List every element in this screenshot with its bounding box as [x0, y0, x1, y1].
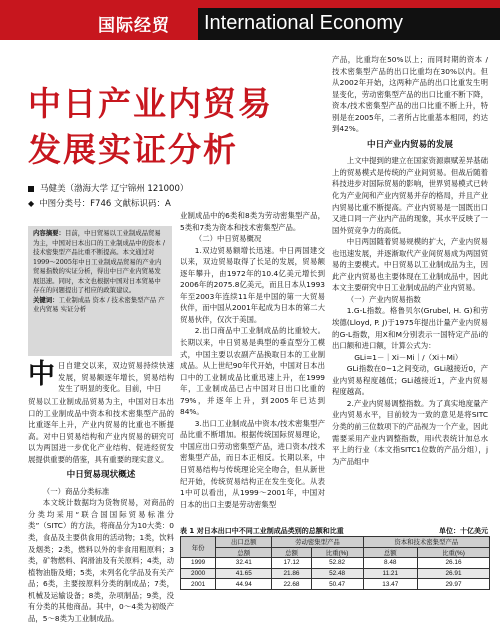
paragraph-gl-range: GLi指数在0~1之间变动，GLi越接近0，产业内贸易程度越低；GLi越接近1，产业内贸易程度越高。	[332, 364, 488, 397]
header-capital: 资本和技术密集型产品	[363, 537, 489, 548]
cell-year: 1999	[181, 558, 216, 569]
section-heading-2: 中日产业内贸易的发展	[367, 139, 453, 150]
article-title-line1: 中日产业内贸易	[28, 84, 273, 123]
article-title-line2: 发展实证分析	[28, 130, 238, 169]
cell-capital-amount: 11.21	[363, 568, 417, 579]
section-title-en: International Economy	[204, 12, 404, 34]
column-3	[332, 54, 488, 467]
paragraph-development: 中日两国随着贸易规模的扩大，产业内贸易也迅速发展，并逐渐取代产业间贸易成为两国贸易的主要模式。中日贸易以工业制成品为主，因此产业内贸易也主要体现在工业制成品中，因此本文主要研究中日工业制成品的产业内贸易。	[332, 237, 488, 293]
formula: GLi=1－｜Xi－Mi｜/（Xi＋Mi）	[354, 352, 463, 362]
classification-text: 中图分类号：F746 文献标识码：A	[39, 199, 171, 209]
paragraph-classification: 本文统计数据均为货物贸易，对商品的分类均采用“联合国国际贸易标准分类”（SITC）的方法，将商品分为10大类：0类，食品及主要供食用的活动物；1类，饮料及烟类；2类，燃料以外的非食用粗原料；3类，矿物燃料、润滑油及有关原料；4类，动植物油脂及蜡；5类，未列名化学品及有关产品；6类，主要按原料分类的制成品；7类，机械及运输设备；8类，杂项制品；9类，没有分类的其他商品。其中，0～4类为初级产品，5～8类为工业制成品。	[28, 498, 174, 623]
cell-labor-share: 52.48	[311, 568, 363, 579]
header-year: 年份	[181, 537, 216, 558]
paragraph-continue: 业制成品中的6类和8类为劳动密集型产品，5类和7类为资本和技术密集型产品。	[180, 211, 325, 232]
cell-labor-share: 52.82	[311, 558, 363, 569]
cell-labor-amount: 17.12	[272, 558, 311, 569]
column-1	[28, 396, 174, 624]
cell-total: 41.65	[216, 568, 272, 579]
paragraph-intra-industry: 上文中提到的建立在国家资源禀赋差异基础上的贸易模式是传统的产业间贸易。但战后随着科技进步对国际贸易的影响，世界贸易模式已转化为产业间和产业内贸易并存的格局，并且产业内贸易比重不断提高。产业内贸易是一国既出口又进口同一产业内产品的现象，其水平反映了一国外贸竞争力的高低。	[332, 156, 488, 235]
cell-capital-amount: 13.47	[363, 579, 417, 590]
header-labor: 劳动密集型产品	[272, 537, 363, 548]
table-caption: 表 1 对日本出口中不同工业制成品类别的总额和比重	[180, 527, 344, 535]
keywords-text: 工业制成品 资本 / 技术密集型产品 产业内贸易 实证分析	[33, 295, 165, 313]
drop-cap: 中	[28, 359, 55, 390]
table-row	[181, 568, 490, 579]
cell-labor-amount: 22.68	[272, 579, 311, 590]
paragraph-share: 产品，比重均在50%以上；而同时期的资本 / 技术密集型产品的出口比重均在30%以内。但从2002年开始，这两种产品的出口比重发生明显变化，劳动密集型产品的出口比重不断下降，资本/技术密集型产品的出口比重不断上升，特别是在2005年，二者所占比重基本相同，约达到42%。	[332, 55, 488, 134]
cell-total: 44.94	[216, 579, 272, 590]
cell-year: 2000	[181, 568, 216, 579]
intro-first-lines	[58, 360, 174, 395]
cell-capital-share: 26.91	[418, 568, 490, 579]
subheading-1-2: （二）中日贸易概况	[194, 234, 262, 244]
subheading-2-1: （一）产业内贸易指数	[346, 294, 421, 304]
section-heading-1: 中日贸易现状概述	[66, 470, 136, 481]
table-unit: 单位：十亿美元	[439, 527, 488, 535]
abstract-label: 内容摘要：	[33, 229, 65, 237]
column-2	[180, 210, 325, 510]
abstract-box	[28, 226, 172, 356]
cell-labor-amount: 21.86	[272, 568, 311, 579]
section-title-cn: 国际经贸	[98, 16, 170, 36]
abstract-text: 目前，中日贸易以工业制成品贸易为主，中国对日本出口的工业制成品中的资本 / 技术密集型产品比重不断提高。本文通过对1999～2005年中日工业制成品贸易的产业内贸易指数的实证分析，得出中日产业内贸易发展迅速。同时，本文也根据中国对日本贸易中存在的问题提出了相应的政策建议。	[33, 229, 165, 294]
header-total: 出口总额	[216, 537, 272, 548]
table-header-row	[181, 537, 490, 548]
author-line	[28, 182, 188, 194]
subheader-total: 总额	[216, 547, 272, 558]
cell-year: 2001	[181, 579, 216, 590]
cell-capital-share: 26.16	[418, 558, 490, 569]
subheader-capital-amount: 总额	[363, 547, 417, 558]
table-row	[181, 558, 490, 569]
classification-line	[28, 197, 171, 209]
cell-total: 32.41	[216, 558, 272, 569]
intro-paragraph: 贸易以工业制成品贸易为主，中国对日本出口的工业制成品中资本和技术密集型产品的比重逐年上升，产业内贸易的比重也不断提高。对中日贸易结构和产业内贸易的研究可以为两国进一步优化产业结构、促进经贸发展提供重要的借鉴，具有重要的现实意义。	[28, 397, 174, 464]
square-bullet-icon	[28, 186, 34, 192]
subheading-1-1: （一）商品分类标准	[42, 486, 110, 496]
paragraph-manufactures: 2.出口商品中工业制成品的比重较大。长期以来，中日贸易是典型的垂直型分工模式，中国主要以农副产品换取日本的工业制成品。从上世纪90年代开始，中国对日本出口中的工业制成品比重迅速上升，在1999年，工业制成品已占中国对日出口比重的79%，并逐年上升，到2005年已达到84%。	[180, 326, 325, 417]
table-subheader-row	[181, 547, 490, 558]
export-table	[180, 536, 490, 590]
table-row	[181, 579, 490, 590]
intro-text-a: 日自建交以来，双边贸易持续快速发展，贸易额逐年增长，贸易结构发生了明显的变化。目前，中日	[58, 361, 174, 394]
diamond-bullet-icon: ◆	[28, 199, 35, 208]
paragraph-gl-index: 1.G-L指数。格鲁贝尔(Grubel, H. G)和劳埃德(Lloyd, P. J)于1975年提出计量产业内贸易的G-L指数，用X和M分别表示一国特定产品i的出口额和进口额，计算公式为：	[332, 306, 488, 351]
cell-labor-share: 50.47	[311, 579, 363, 590]
subheader-capital-share: 比重(%)	[418, 547, 490, 558]
cell-capital-amount: 8.48	[363, 558, 417, 569]
keywords-label: 关键词：	[33, 295, 59, 304]
subheader-labor-share: 比重(%)	[311, 547, 363, 558]
paragraph-trade-growth: 1.双边贸易额增长迅速。中日两国建交以来，双边贸易取得了长足的发展，贸易额逐年攀升，由1972年的10.4亿美元增长到2006年的2075.8亿美元，而且日本从1993年至2003年连续11年是中国的第一大贸易伙伴，而中国从2001年起成为日本的第二大贸易伙伴，仅次于美国。	[180, 245, 325, 324]
author-text: 马健美（渤海大学 辽宁锦州 121000）	[40, 184, 189, 194]
paragraph-adjust-index: 2.产业内贸易调整指数。为了真实地度量产业内贸易水平，目前较为一致的意见是将SITC分类的前三位数项下的产品视为一个产业，因此需要采用产业内调整指数，用i代表统计加总水平上的行业（本文指SITC1位数的产品分组），j为产品组中	[332, 398, 488, 466]
cell-capital-share: 29.97	[418, 579, 490, 590]
subheader-labor-amount: 总额	[272, 547, 311, 558]
paragraph-capital-tech: 3.出口工业制成品中资本/技术密集型产品比重不断增加。根据传统国际贸易理论，中国应出口劳动密集型产品，进口资本/技术密集型产品，而日本正相反。长期以来，中日贸易结构与传统理论完全吻合，但从新世纪开始，传统贸易结构正在发生变化。从表1中可以看出，从1999～2001年，中国对日本的出口主要是劳动密集型	[180, 418, 325, 509]
